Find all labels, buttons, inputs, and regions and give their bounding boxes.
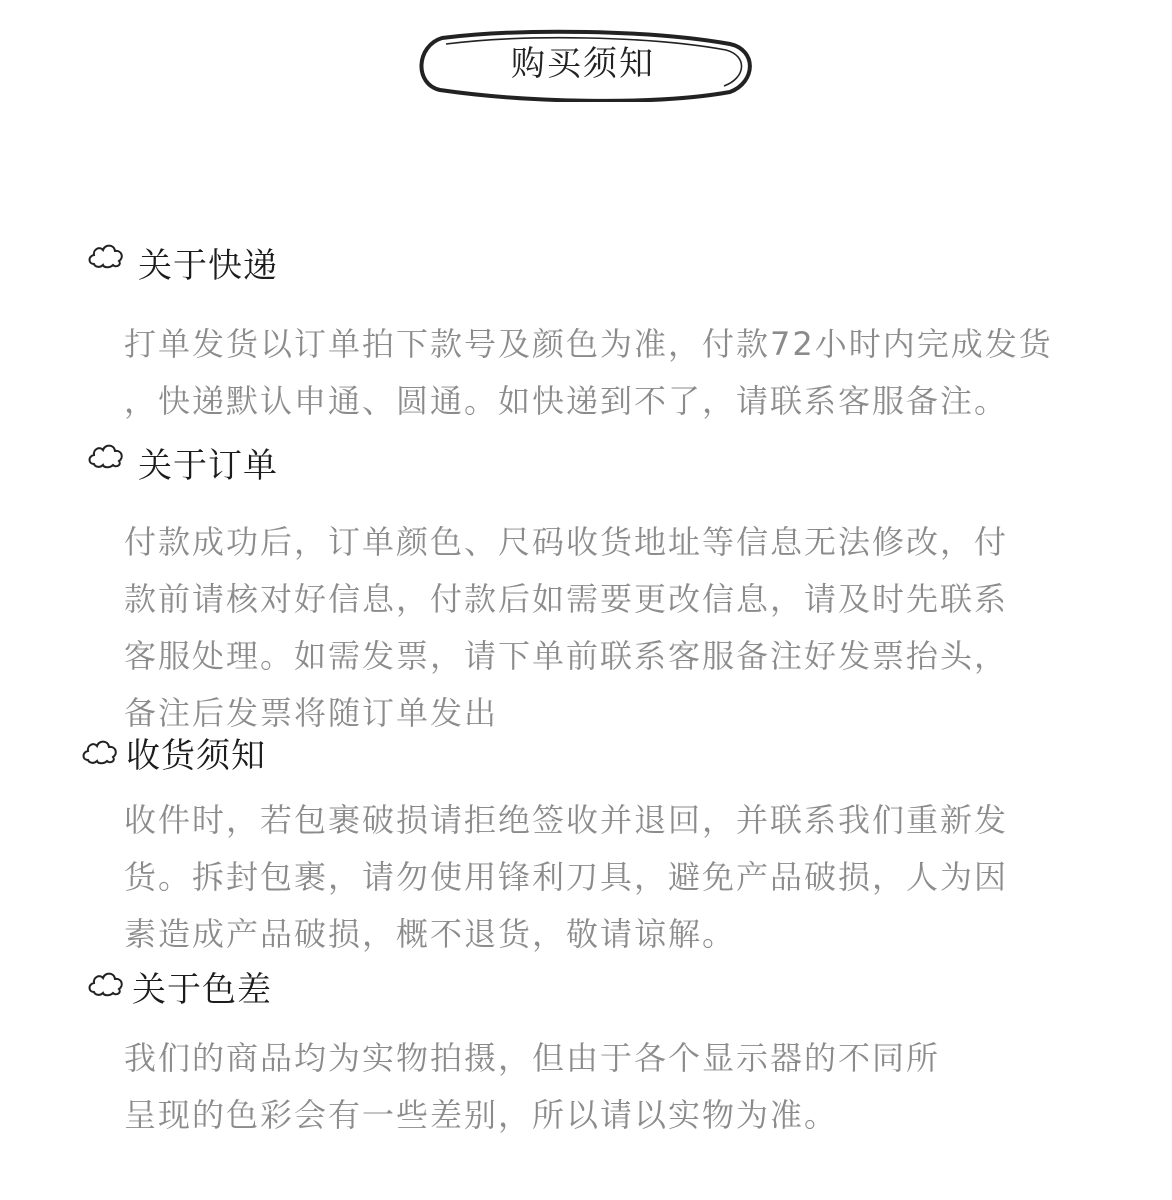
body-line: 素造成产品破损，概不退货，敬请谅解。	[124, 915, 737, 953]
cloud-icon	[86, 440, 126, 472]
section-heading-delivery	[86, 240, 278, 286]
section-body-delivery	[124, 316, 1053, 430]
body-line: 我们的商品均为实物拍摄，但由于各个显示器的不同所	[124, 1039, 941, 1077]
body-line: ，快递默认申通、圆通。如快递到不了，请联系客服备注。	[124, 382, 1009, 420]
body-line: 收件时，若包裹破损请拒绝签收并退回，并联系我们重新发	[124, 801, 1009, 839]
body-line: 备注后发票将随订单发出	[124, 694, 499, 732]
section-heading-text: 关于快递	[138, 246, 278, 286]
section-body-color	[124, 1030, 940, 1144]
section-heading-text: 关于订单	[138, 446, 278, 486]
section-heading-color	[86, 968, 272, 1010]
body-line: 款前请核对好信息，付款后如需要更改信息，请及时先联系	[124, 580, 1009, 618]
section-heading-text: 收货须知	[126, 736, 266, 776]
cloud-icon	[86, 240, 126, 272]
body-line: 付款成功后，订单颜色、尺码收货地址等信息无法修改，付	[124, 523, 1009, 561]
body-line: 客服处理。如需发票，请下单前联系客服备注好发票抬头，	[124, 637, 1009, 675]
cloud-icon	[80, 736, 120, 768]
page-title: 购买须知	[511, 44, 655, 84]
body-line: 呈现的色彩会有一些差别，所以请以实物为准。	[124, 1096, 839, 1134]
section-heading-text: 关于色差	[132, 970, 272, 1010]
page-title-badge	[412, 26, 754, 102]
body-line: 货。拆封包裹，请勿使用锋利刀具，避免产品破损，人为因	[124, 858, 1009, 896]
section-heading-order	[86, 440, 278, 486]
section-body-receipt	[124, 792, 1008, 963]
body-line: 打单发货以订单拍下款号及颜色为准，付款72小时内完成发货	[124, 325, 1053, 363]
section-body-order	[124, 514, 1008, 742]
section-heading-receipt	[80, 736, 266, 776]
cloud-icon	[86, 968, 126, 1000]
